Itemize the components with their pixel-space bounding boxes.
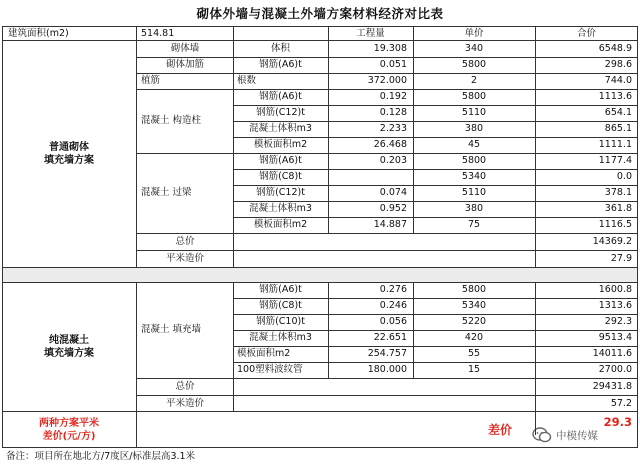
- param-row: 混凝土体积m3: [249, 332, 312, 344]
- total-cell: 378.1: [604, 187, 632, 199]
- grid-line: [328, 26, 329, 41]
- total-cell: 1116.5: [598, 219, 632, 231]
- group-lintel: 混凝土 过梁: [141, 187, 192, 199]
- table-title: 砌体外墙与混凝土外墙方案材料经济对比表: [196, 5, 444, 21]
- grid-line: [233, 314, 638, 315]
- param-row: 钢筋(C8)t: [259, 300, 302, 312]
- grid-line: [136, 250, 638, 251]
- price-cell: 5110: [461, 187, 487, 199]
- qty-cell: 0.952: [379, 203, 407, 215]
- scheme1-total-label: 总价: [175, 235, 195, 247]
- grid-line: [136, 89, 638, 90]
- param-row: 钢筋(C12)t: [256, 187, 305, 199]
- scheme2-unit-label: 平米造价: [165, 397, 204, 409]
- grid-line: [136, 153, 638, 154]
- qty-cell: 0.276: [379, 284, 407, 296]
- grid-line: [2, 447, 638, 448]
- qty-cell: 0.203: [379, 155, 407, 167]
- grid-line: [2, 267, 638, 268]
- grid-line: [233, 298, 638, 299]
- param-row: 100塑料波纹管: [237, 364, 303, 376]
- grid-line: [233, 121, 638, 122]
- price-cell: 380: [464, 203, 484, 215]
- scheme1-unit-label: 平米造价: [165, 252, 204, 264]
- param-masonry-rebar: 钢筋(A6)t: [259, 59, 302, 71]
- grid-line: [136, 378, 638, 379]
- scheme2-unit-value: 57.2: [610, 397, 632, 409]
- grid-line: [233, 362, 638, 363]
- param-row: 模板面积m2: [253, 219, 308, 231]
- grid-line: [136, 73, 638, 74]
- total-cell: 292.3: [604, 316, 632, 328]
- param-row: 钢筋(A6)t: [259, 155, 302, 167]
- grid-line: [233, 185, 638, 186]
- item-planted-bars: 植筋: [141, 75, 161, 87]
- col-total-header: 合价: [576, 27, 596, 39]
- price-cell: 75: [467, 219, 481, 231]
- total-cell: 1111.1: [598, 139, 632, 151]
- grid-line: [233, 330, 638, 331]
- col-qty-header: 工程量: [356, 27, 385, 39]
- group-structural-column: 混凝土 构造柱: [141, 115, 202, 127]
- grid-line: [2, 26, 638, 27]
- param-row: 钢筋(A6)t: [259, 91, 302, 103]
- item-masonry-rebar: 砌体加筋: [165, 59, 204, 71]
- col-price-header: 单价: [464, 27, 484, 39]
- grid-line: [233, 346, 638, 347]
- price-cell: 5340: [461, 300, 487, 312]
- qty-cell: [328, 169, 413, 185]
- grid-line: [2, 40, 638, 41]
- scheme2-name: [2, 282, 136, 412]
- grid-line: [413, 26, 414, 41]
- param-row: 混凝土体积m3: [249, 203, 312, 215]
- price-cell: 5800: [461, 155, 487, 167]
- qty-cell: 14.887: [373, 219, 407, 231]
- scheme1-total-value: 14369.2: [592, 235, 632, 247]
- scheme2-name-line2: 填充墙方案: [44, 348, 94, 359]
- diff-label: [2, 412, 136, 448]
- price-cell: 15: [467, 364, 481, 376]
- price-cell: 5340: [461, 171, 487, 183]
- total-cell: 865.1: [604, 123, 632, 135]
- total-cell: 1113.6: [598, 91, 632, 103]
- scheme2-total-value: 29431.8: [592, 380, 632, 392]
- total-cell: 2700.0: [598, 364, 632, 376]
- grid-line: [136, 233, 638, 234]
- param-row: 钢筋(C10)t: [256, 316, 305, 328]
- qty-cell: 2.233: [379, 123, 407, 135]
- scheme1-name-line2: 填充墙方案: [44, 155, 94, 166]
- section-gap: [2, 268, 638, 282]
- total-cell: 1177.4: [598, 155, 632, 167]
- param-row: 钢筋(C12)t: [256, 107, 305, 119]
- param-planted-bars: 根数: [237, 75, 257, 87]
- grid-line: [136, 57, 638, 58]
- group-concrete-infill: 混凝土 填充墙: [141, 324, 202, 336]
- price-planted-bars: 2: [470, 75, 478, 87]
- grid-line: [233, 282, 234, 412]
- price-cell: 380: [464, 123, 484, 135]
- watermark-text: 中模传媒: [556, 429, 598, 442]
- total-cell: 9513.4: [598, 332, 632, 344]
- qty-cell: 254.757: [367, 348, 407, 360]
- price-cell: 5220: [461, 316, 487, 328]
- param-row: 模板面积m2: [237, 348, 291, 360]
- qty-cell: 0.192: [379, 91, 407, 103]
- grid-line: [136, 395, 638, 396]
- area-label: 建筑面积(m2): [8, 27, 69, 39]
- grid-line: [2, 282, 638, 283]
- param-row: 钢筋(C8)t: [259, 171, 302, 183]
- area-value: 514.81: [141, 27, 175, 39]
- grid-line: [2, 411, 638, 412]
- grid-line: [535, 411, 536, 435]
- qty-cell: 0.056: [379, 316, 407, 328]
- total-cell: 14011.6: [592, 348, 632, 360]
- grid-line: [233, 169, 638, 170]
- param-masonry-wall: 体积: [270, 43, 290, 55]
- grid-line: [233, 217, 638, 218]
- scheme2-total-label: 总价: [175, 380, 195, 392]
- param-row: 模板面积m2: [253, 139, 308, 151]
- qty-cell: 180.000: [367, 364, 407, 376]
- price-cell: 5800: [461, 284, 487, 296]
- footnote: 备注：项目所在地北方/7度区/标准层高3.1米: [6, 451, 196, 463]
- grid-line: [136, 26, 137, 41]
- scheme2-name-line1: 纯混凝土: [49, 334, 89, 346]
- watermark: [532, 424, 636, 446]
- diff-label-line2: 差价(元/方): [42, 431, 96, 442]
- qty-masonry-rebar: 0.051: [379, 59, 407, 71]
- total-cell: 1313.6: [598, 300, 632, 312]
- price-masonry-rebar: 5800: [461, 59, 487, 71]
- qty-planted-bars: 372.000: [367, 75, 407, 87]
- qty-masonry-wall: 19.308: [373, 43, 407, 55]
- item-masonry-wall: 砌体墙: [170, 43, 200, 55]
- diff-label-line1: 两种方案平米: [39, 417, 99, 429]
- qty-cell: 26.468: [373, 139, 407, 151]
- grid-line: [136, 282, 137, 412]
- price-masonry-wall: 340: [464, 43, 484, 55]
- total-cell: 1600.8: [598, 284, 632, 296]
- grid-line: [233, 26, 234, 41]
- price-cell: 55: [467, 348, 481, 360]
- grid-line: [233, 201, 638, 202]
- grid-line: [2, 26, 3, 448]
- qty-cell: 0.074: [379, 187, 407, 199]
- grid-line: [233, 105, 638, 106]
- total-cell: 654.1: [604, 107, 632, 119]
- grid-line: [535, 26, 536, 41]
- total-cell: 0.0: [616, 171, 632, 183]
- total-masonry-wall: 6548.9: [598, 43, 632, 55]
- qty-cell: 22.651: [373, 332, 407, 344]
- param-row: 混凝土体积m3: [249, 123, 312, 135]
- grid-line: [233, 137, 638, 138]
- qty-cell: 0.128: [379, 107, 407, 119]
- diff-mid-label: 差价: [487, 423, 512, 437]
- price-cell: 45: [467, 139, 481, 151]
- scheme1-name: [2, 41, 136, 267]
- price-cell: 5800: [461, 91, 487, 103]
- diff-value: 29.3: [603, 415, 632, 430]
- grid-line: [136, 411, 137, 448]
- price-cell: 5110: [461, 107, 487, 119]
- total-planted-bars: 744.0: [604, 75, 632, 87]
- total-cell: 361.8: [604, 203, 632, 215]
- param-row: 钢筋(A6)t: [259, 284, 302, 296]
- qty-cell: 0.246: [379, 300, 407, 312]
- price-cell: 420: [464, 332, 484, 344]
- grid-line: [535, 282, 536, 412]
- total-masonry-rebar: 298.6: [604, 59, 632, 71]
- scheme1-unit-value: 27.9: [610, 252, 632, 264]
- scheme1-name-line1: 普通砌体: [49, 141, 89, 153]
